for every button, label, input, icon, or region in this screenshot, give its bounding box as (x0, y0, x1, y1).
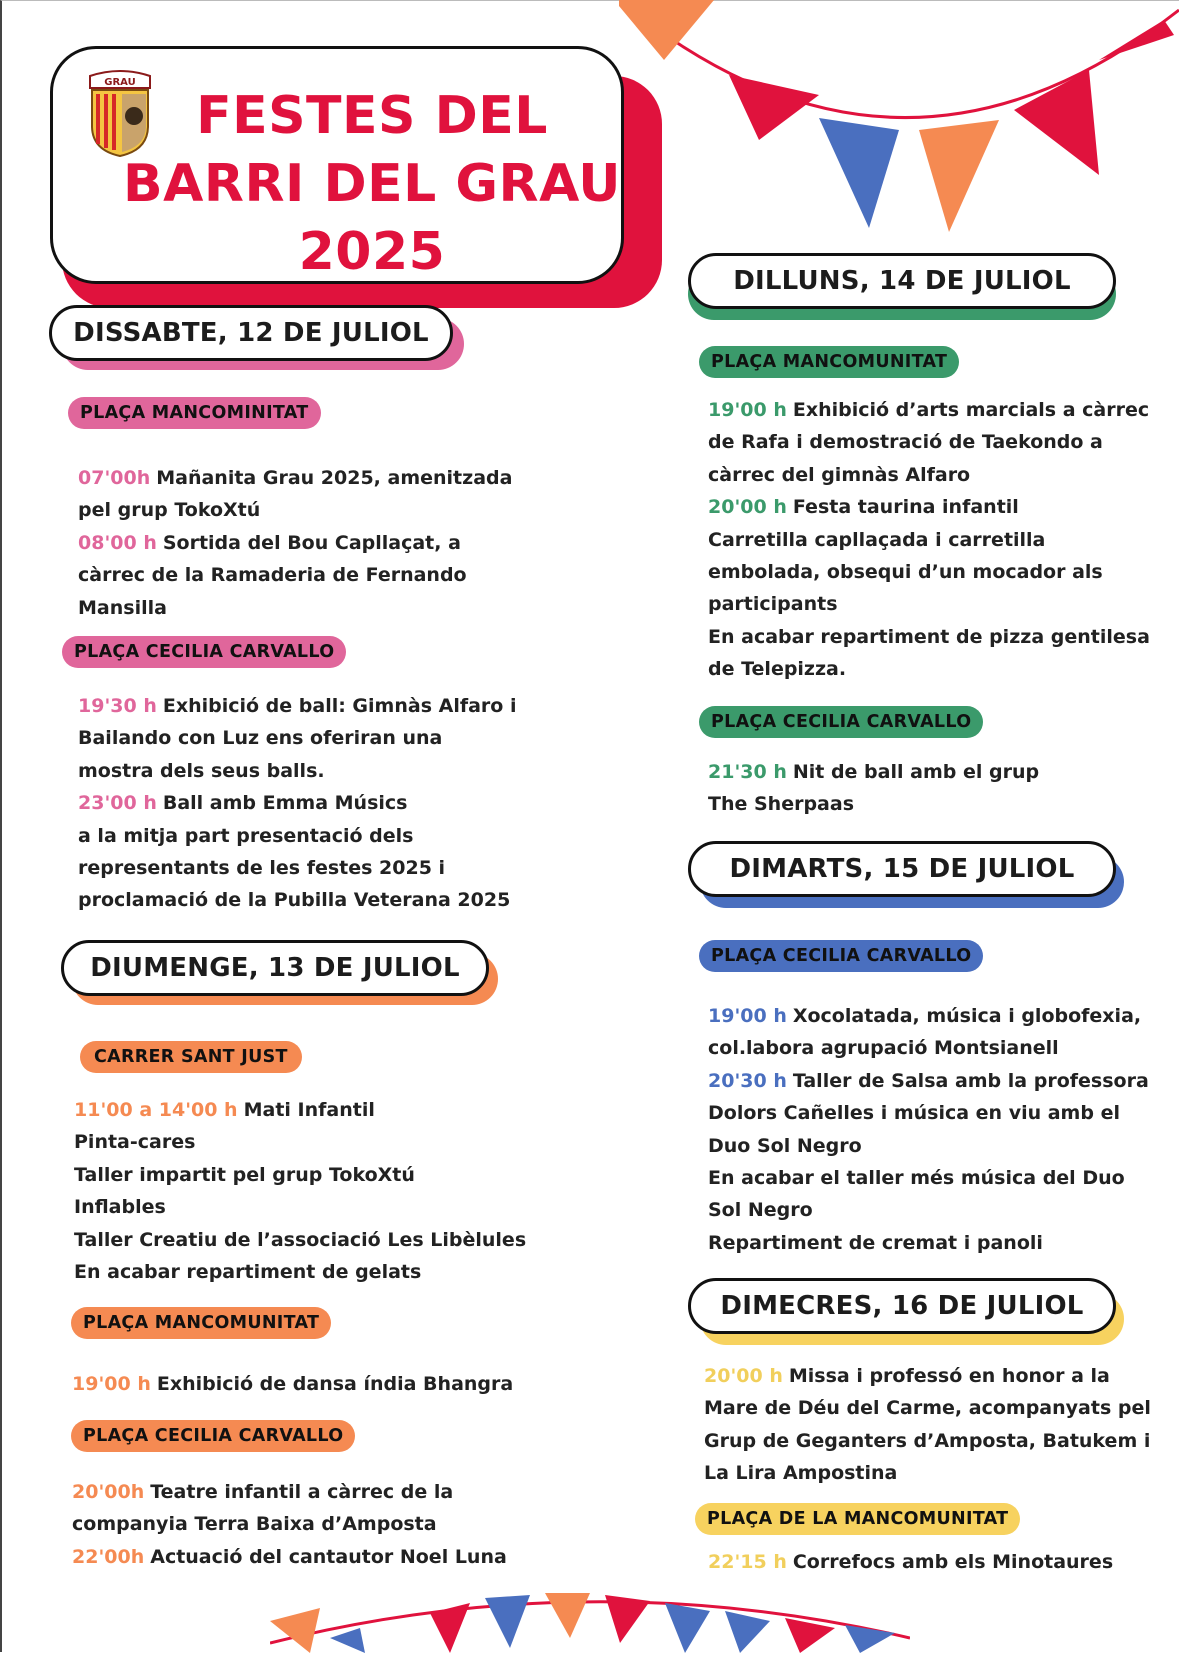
monday-events-2 (708, 756, 1039, 821)
monday-events-1 (708, 394, 1150, 686)
event-text: Dolors Cañelles i música en viu amb el (708, 1102, 1120, 1125)
saturday-location-1: PLAÇA MANCOMINITAT (68, 397, 321, 429)
event-text: En acabar repartiment de pizza gentilesa (708, 625, 1150, 648)
monday-heading: DILLUNS, 14 DE JULIOL (688, 253, 1116, 309)
event-text: Festa taurina infantil (792, 496, 1019, 519)
event-time: 20'00 h (704, 1365, 783, 1387)
title-line-3: 2025 (298, 222, 446, 282)
event-line (72, 1476, 507, 1508)
saturday-heading: DISSABTE, 12 DE JULIOL (49, 305, 453, 361)
event-line (704, 1457, 1151, 1489)
event-line (708, 1000, 1149, 1032)
event-text: Sortida del Bou Capllaçat, a (162, 531, 461, 554)
sunday-events-2 (72, 1368, 513, 1400)
wednesday-events-0 (704, 1360, 1151, 1490)
event-text: proclamació de la Pubilla Veterana 2025 (78, 889, 511, 912)
event-time: 20'00h (72, 1481, 145, 1503)
event-text: Taller Creatiu de l’associació Les Libèlules (74, 1228, 527, 1251)
event-line (78, 559, 512, 591)
wednesday-events-1 (708, 1546, 1113, 1578)
bunting-bottom-decoration (270, 1583, 910, 1653)
event-text: Taller impartit pel grup TokoXtú (74, 1163, 415, 1186)
event-text: Missa i professó en honor a la (788, 1365, 1110, 1387)
event-text: càrrec de la Ramaderia de Fernando (78, 564, 467, 587)
event-line (78, 852, 516, 884)
event-text: Mansilla (78, 596, 167, 619)
event-line (78, 884, 516, 916)
grau-crest-logo (84, 68, 156, 158)
wednesday-location-1: PLAÇA DE LA MANCOMUNITAT (695, 1503, 1020, 1535)
saturday-events-1 (78, 462, 512, 624)
sunday-heading: DIUMENGE, 13 DE JULIOL (61, 940, 489, 996)
event-line (708, 459, 1150, 491)
event-line (704, 1392, 1151, 1424)
event-line (708, 1194, 1149, 1226)
event-text: Taller de Salsa amb la professora (792, 1069, 1149, 1092)
event-line (78, 527, 512, 559)
event-text: Bailando con Luz ens oferiran una (78, 727, 443, 750)
wednesday-heading: DIMECRES, 16 DE JULIOL (688, 1278, 1116, 1334)
event-text: Repartiment de cremat i panoli (708, 1231, 1043, 1254)
saturday-events-2 (78, 690, 516, 917)
event-text: Nit de ball amb el grup (792, 761, 1040, 783)
event-text: Pinta-cares (74, 1131, 196, 1154)
monday-location-2: PLAÇA CECILIA CARVALLO (699, 706, 983, 738)
event-line (708, 1065, 1149, 1097)
event-text: La Lira Ampostina (704, 1462, 898, 1485)
event-line (72, 1541, 507, 1573)
tuesday-heading: DIMARTS, 15 DE JULIOL (688, 841, 1116, 897)
event-text: col.labora agrupació Montsianell (708, 1037, 1059, 1060)
event-line (708, 1227, 1149, 1259)
event-line (78, 787, 516, 819)
event-text: a la mitja part presentació dels (78, 824, 414, 847)
sunday-location-2: PLAÇA MANCOMUNITAT (71, 1307, 331, 1339)
event-text: Ball amb Emma Músics (162, 792, 408, 815)
event-line (78, 820, 516, 852)
event-text: Exhibició de dansa índia Bhangra (156, 1373, 514, 1395)
sunday-location-1: CARRER SANT JUST (80, 1041, 302, 1073)
event-text: Inflables (74, 1196, 166, 1219)
title-line-2: BARRI DEL GRAU (123, 154, 621, 214)
sunday-events-1 (74, 1094, 526, 1288)
event-line (708, 394, 1150, 426)
event-text: companyia Terra Baixa d’Amposta (72, 1513, 437, 1536)
event-text: En acabar el taller més música del Duo (708, 1167, 1125, 1190)
event-time: 08'00 h (78, 531, 157, 554)
event-text: pel grup TokoXtú (78, 499, 261, 522)
page-title (92, 82, 652, 286)
event-text: Exhibició d’arts marcials a càrrec (792, 399, 1150, 421)
tuesday-events-1 (708, 1000, 1149, 1259)
event-line (78, 722, 516, 754)
event-line (74, 1094, 526, 1126)
tuesday-location-1: PLAÇA CECILIA CARVALLO (699, 940, 983, 972)
event-line (708, 588, 1150, 620)
event-text: Grup de Geganters d’Amposta, Batukem i (704, 1429, 1151, 1452)
event-line (708, 621, 1150, 653)
event-time: 23'00 h (78, 792, 157, 815)
event-text: Carretilla capllaçada i carretilla (708, 528, 1046, 551)
event-time: 11'00 a 14'00 h (74, 1099, 238, 1121)
event-text: de Rafa i demostració de Taekondo a (708, 431, 1103, 454)
event-time: 19'00 h (708, 399, 787, 421)
event-text: embolada, obsequi d’un mocador als (708, 561, 1103, 584)
event-line (708, 1032, 1149, 1064)
event-text: participants (708, 593, 838, 616)
event-line (74, 1159, 526, 1191)
saturday-location-2: PLAÇA CECILIA CARVALLO (62, 636, 346, 668)
event-line (74, 1224, 526, 1256)
event-line (708, 556, 1150, 588)
event-text: Teatre infantil a càrrec de la (150, 1481, 454, 1503)
event-time: 22'00h (72, 1545, 145, 1568)
event-line (78, 690, 516, 722)
event-line (74, 1191, 526, 1223)
svg-text:GRAU: GRAU (104, 77, 136, 88)
event-line (708, 1130, 1149, 1162)
title-line-1: FESTES DEL (196, 86, 548, 146)
event-line (708, 653, 1150, 685)
event-text: The Sherpaas (708, 793, 855, 816)
event-text: càrrec del gimnàs Alfaro (708, 463, 971, 486)
event-line (78, 755, 516, 787)
event-time: 19'00 h (72, 1373, 151, 1395)
event-text: Exhibició de ball: Gimnàs Alfaro i (162, 695, 517, 717)
event-time: 22'15 h (708, 1551, 787, 1573)
event-time: 20'30 h (708, 1069, 787, 1092)
event-text: de Telepizza. (708, 658, 847, 681)
event-text: Xocolatada, música i globofexia, (792, 1005, 1142, 1027)
event-text: Actuació del cantautor Noel Luna (150, 1545, 507, 1568)
event-line (708, 524, 1150, 556)
event-text: Duo Sol Negro (708, 1134, 862, 1157)
event-line (72, 1368, 513, 1400)
event-time: 20'00 h (708, 496, 787, 519)
event-time: 19'30 h (78, 695, 157, 717)
event-line (708, 491, 1150, 523)
event-line (704, 1425, 1151, 1457)
event-line (78, 462, 512, 494)
sunday-location-3: PLAÇA CECILIA CARVALLO (71, 1420, 355, 1452)
event-text: Correfocs amb els Minotaures (792, 1551, 1114, 1573)
event-line (708, 1162, 1149, 1194)
event-line (708, 1546, 1113, 1578)
event-line (708, 756, 1039, 788)
sunday-events-3 (72, 1476, 507, 1573)
event-text: Mañanita Grau 2025, amenitzada (156, 467, 513, 489)
event-time: 07'00h (78, 467, 151, 489)
event-time: 21'30 h (708, 761, 787, 783)
bunting-top-decoration (619, 0, 1179, 240)
event-line (704, 1360, 1151, 1392)
event-line (708, 1097, 1149, 1129)
event-line (78, 592, 512, 624)
event-line (708, 788, 1039, 820)
event-line (74, 1126, 526, 1158)
event-line (708, 426, 1150, 458)
event-time: 19'00 h (708, 1005, 787, 1027)
monday-location-1: PLAÇA MANCOMUNITAT (699, 346, 959, 378)
event-line (74, 1256, 526, 1288)
event-line (78, 494, 512, 526)
event-text: Sol Negro (708, 1199, 813, 1222)
event-text: mostra dels seus balls. (78, 759, 325, 782)
event-text: Mare de Déu del Carme, acompanyats pel (704, 1397, 1151, 1420)
event-text: Mati Infantil (243, 1099, 375, 1121)
event-text: En acabar repartiment de gelats (74, 1261, 422, 1284)
event-line (72, 1508, 507, 1540)
event-text: representants de les festes 2025 i (78, 857, 446, 880)
